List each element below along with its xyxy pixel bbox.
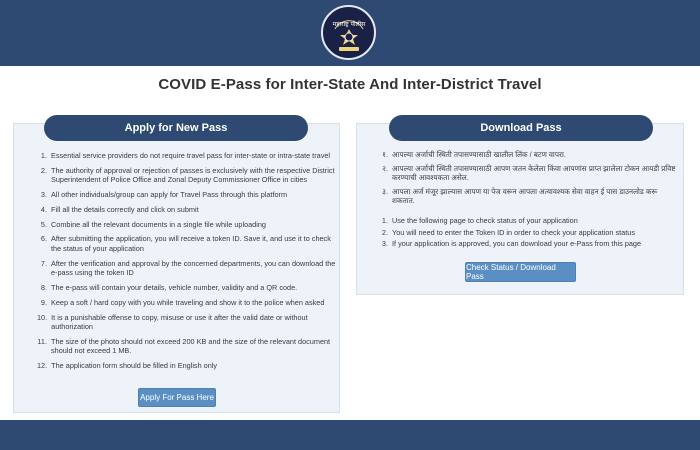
list-item: 7. After the verification and approval by the concerned departments, you can download the e-pass using the token ID xyxy=(40,258,336,278)
apply-instructions-list xyxy=(37,151,337,376)
list-item: 10. It is a punishable offense to copy, misuse or use it after the valid date or without authorization xyxy=(37,312,308,332)
download-pass-card xyxy=(356,123,684,295)
apply-card-header: Apply for New Pass xyxy=(44,115,308,141)
list-item: 2. You will need to enter the Token ID in order to check your application status xyxy=(381,227,635,237)
list-item: 12. The application form should be filled in English only xyxy=(37,361,218,371)
maharashtra-police-emblem-icon xyxy=(321,5,376,60)
svg-text:महाराष्ट्र पोलीस: महाराष्ट्र पोलीस xyxy=(332,20,365,28)
download-card-header: Download Pass xyxy=(389,115,653,141)
list-item: 5. Combine all the relevant documents in a single file while uploading xyxy=(40,219,266,229)
footer-band xyxy=(0,420,700,450)
marathi-instructions-list xyxy=(378,150,678,210)
check-status-download-button[interactable]: Check Status / Download Pass xyxy=(465,262,576,282)
list-item: 3. If your application is approved, you can download your e-Pass from this page xyxy=(381,239,642,248)
list-item: 2. The authority of approval or rejection of passes is exclusively with the respective District Superintendent of Police Office and Zonal Deputy Commissioner Office in cities xyxy=(40,165,335,185)
list-item: 6. After submitting the application, you will receive a token ID. Save it, and use it to check the status of your application xyxy=(40,234,331,253)
list-item: १. आपल्या अर्जाची स्थिती तपासण्यासाठी खालील लिंक / बटण वापरा. xyxy=(382,150,566,159)
list-item: 8. The e-pass will contain your details, vehicle number, validity and a QR code. xyxy=(40,283,298,293)
list-item: 9. Keep a soft / hard copy with you while traveling and show it to the police when asked xyxy=(40,297,325,307)
list-item: 3. All other individuals/group can apply for Travel Pass through this platform xyxy=(40,190,288,200)
apply-for-pass-button[interactable]: Apply For Pass Here xyxy=(138,388,216,407)
list-item: 4. Fill all the details correctly and click on submit xyxy=(40,204,199,214)
list-item: 11. The size of the photo should not exceed 200 KB and the size of the relevant document should not exceed 1 MB. xyxy=(37,336,331,356)
apply-new-pass-card xyxy=(13,123,340,413)
list-item: 1. Essential service providers do not require travel pass for inter-state or intra-state travel xyxy=(40,151,331,160)
header-band xyxy=(0,0,700,66)
list-item: ३. आपला अर्ज मंजूर झाल्यास आपण या पेज वरून आपला अत्यावश्यक सेवा वाहन ई पास डाउनलोड करू शकतात. xyxy=(382,186,658,205)
english-instructions-list xyxy=(378,216,678,251)
list-item: २. आपल्या अर्जाची स्थिती तपासण्यासाठी आपण जतन केलेला किंवा आपणांस प्राप्त झालेला टोकन आयडी प्रविष्ट करण्याची आवश्यकता असेल. xyxy=(382,163,676,182)
list-item: 1. Use the following page to check status of your application xyxy=(381,216,578,225)
page-title: COVID E-Pass for Inter-State And Inter-District Travel xyxy=(158,76,542,93)
